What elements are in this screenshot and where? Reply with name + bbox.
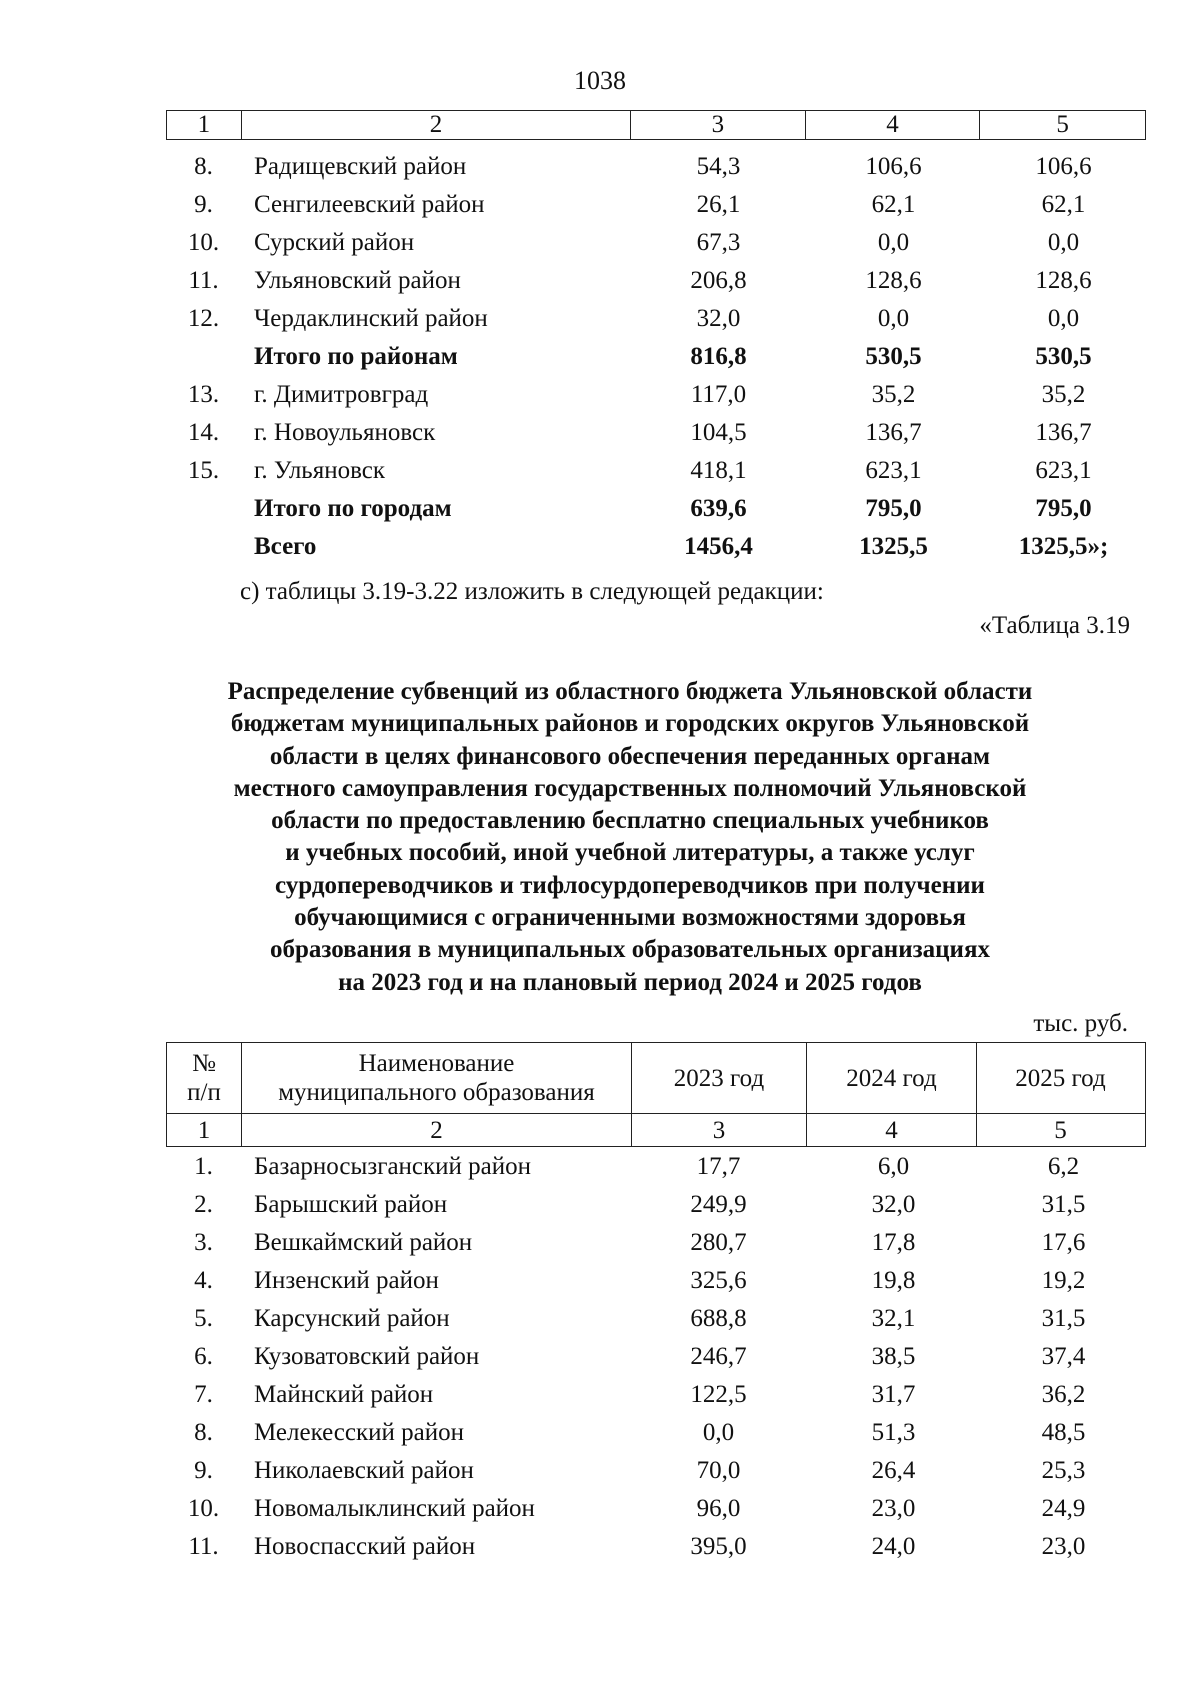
title-line: области в целях финансового обеспечения переданных органам [269,742,991,770]
value-2024: 6,0 [877,1153,910,1180]
table-row [166,1186,1146,1224]
value-2024: 51,3 [871,1419,916,1446]
value-2025: 136,7 [1035,419,1092,446]
row-name: Карсунский район [254,1305,450,1332]
header-col-4: 4 [807,1114,977,1146]
header-col-3: 3 [631,111,806,139]
table-row [166,1148,1146,1186]
value-2023: 816,8 [690,343,747,370]
value-2023: 1456,4 [684,533,753,560]
value-2023: 249,9 [690,1191,747,1218]
table-row [166,262,1146,300]
row-name: Сенгилеевский район [254,191,485,218]
header-name-line2: муниципального образования [278,1079,595,1106]
table-row [166,490,1146,528]
table-row [166,528,1146,566]
value-2023: 688,8 [690,1305,747,1332]
value-2025: 128,6 [1035,267,1092,294]
row-name: Чердаклинский район [254,305,488,332]
row-number: 9. [194,191,213,218]
table-row [166,1452,1146,1490]
row-number: 6. [194,1343,213,1370]
value-2024: 32,0 [871,1191,916,1218]
value-2023: 206,8 [690,267,747,294]
value-2024: 795,0 [865,495,922,522]
value-2023: 17,7 [696,1153,741,1180]
value-2025: 6,2 [1047,1153,1080,1180]
value-2025: 31,5 [1041,1191,1086,1218]
value-2024: 106,6 [865,153,922,180]
value-2024: 38,5 [871,1343,916,1370]
top-table-header [166,110,1146,140]
value-2025: 48,5 [1041,1419,1086,1446]
value-2024: 23,0 [871,1495,916,1522]
header-col-1: 1 [167,1114,242,1146]
row-name: Всего [254,533,317,560]
value-2024: 19,8 [871,1267,916,1294]
table-row [166,1338,1146,1376]
value-2024: 62,1 [871,191,916,218]
value-2024: 136,7 [865,419,922,446]
header-col-5: 5 [1056,111,1069,138]
title-line: сурдопереводчиков и тифлосурдопереводчиков при получении [275,871,985,899]
header-col-3: 3 [632,1114,807,1146]
header-col-2: 2 [242,111,631,139]
value-2025: 25,3 [1041,1457,1086,1484]
bottom-table-header [166,1042,1146,1147]
row-number: 12. [187,305,220,332]
row-name: Николаевский район [254,1457,474,1484]
value-2024: 17,8 [871,1229,916,1256]
header-name-line1: Наименование [358,1050,515,1077]
title-line: и учебных пособий, иной учебной литературы, а также услуг [285,839,975,867]
row-name: Барышский район [254,1191,448,1218]
row-name: Радищевский район [254,153,467,180]
table-row [166,1262,1146,1300]
header-num [167,1043,242,1113]
value-2024: 0,0 [877,305,910,332]
table-row [166,224,1146,262]
table-row [166,1300,1146,1338]
value-2023: 26,1 [696,191,741,218]
table-row [166,300,1146,338]
value-2023: 418,1 [690,457,747,484]
value-2024: 26,4 [871,1457,916,1484]
table-row [166,1528,1146,1566]
value-2023: 395,0 [690,1533,747,1560]
table-row [166,376,1146,414]
row-number: 5. [194,1305,213,1332]
value-2024: 35,2 [871,381,916,408]
header-name [242,1043,632,1113]
row-name: г. Ульяновск [254,457,385,484]
top-table-body [166,148,1146,566]
header-col-5: 5 [1054,1116,1067,1144]
row-number: 4. [194,1267,213,1294]
value-2025: 19,2 [1041,1267,1086,1294]
page-number: 1038 [574,66,626,95]
value-2025: 31,5 [1041,1305,1086,1332]
row-name: Сурский район [254,229,415,256]
value-2023: 32,0 [696,305,741,332]
row-number: 3. [194,1229,213,1256]
row-name: Майнский район [254,1381,434,1408]
value-2025: 36,2 [1041,1381,1086,1408]
value-2023: 280,7 [690,1229,747,1256]
row-number: 8. [194,153,213,180]
title-line: области по предоставлению бесплатно специальных учебников [271,807,989,835]
table-row [166,414,1146,452]
title-line: обучающимися с ограниченными возможностями здоровья [294,904,966,932]
title-line: образования в муниципальных образовательных организациях [270,936,990,964]
value-2025: 35,2 [1041,381,1086,408]
table-row [166,338,1146,376]
row-name: Вешкаймский район [254,1229,473,1256]
title-line: местного самоуправления государственных полномочий Ульяновской [233,774,1027,802]
row-number: 9. [194,1457,213,1484]
value-2025: 623,1 [1035,457,1092,484]
value-2024: 24,0 [871,1533,916,1560]
value-2025: 23,0 [1041,1533,1086,1560]
value-2023: 122,5 [690,1381,747,1408]
unit-label: тыс. руб. [1033,1010,1128,1037]
title-line: бюджетам муниципальных районов и городских округов Ульяновской [230,710,1030,738]
value-2023: 117,0 [690,381,747,408]
row-number: 2. [194,1191,213,1218]
value-2025: 17,6 [1041,1229,1086,1256]
table-row [166,1376,1146,1414]
bottom-table-body [166,1148,1146,1566]
value-2024: 31,7 [871,1381,916,1408]
header-2024: 2024 год [807,1043,977,1113]
amendment-paragraph: с) таблицы 3.19-3.22 изложить в следующей редакции: [240,578,824,605]
table-title [150,676,1110,999]
row-number: 11. [188,267,219,294]
value-2023: 325,6 [690,1267,747,1294]
value-2025: 106,6 [1035,153,1092,180]
row-number: 11. [188,1533,219,1560]
title-line: на 2023 год и на плановый период 2024 и 2025 годов [338,968,922,996]
row-name: Ульяновский район [254,267,461,294]
row-name: г. Димитровград [254,381,429,408]
row-number: 10. [187,1495,220,1522]
value-2023: 246,7 [690,1343,747,1370]
value-2025: 530,5 [1035,343,1092,370]
row-number: 14. [187,419,220,446]
value-2025: 24,9 [1041,1495,1086,1522]
title-line: Распределение субвенций из областного бюджета Ульяновской области [227,678,1033,705]
row-name: Кузоватовский район [254,1343,480,1370]
value-2024: 0,0 [877,229,910,256]
header-col-2: 2 [242,1114,632,1146]
header-num-line1: № [192,1050,216,1077]
value-2023: 67,3 [696,229,741,256]
table-row [166,1490,1146,1528]
row-number: 1. [194,1153,213,1180]
table-label: «Таблица 3.19 [979,612,1130,639]
row-number: 15. [187,457,220,484]
table-row [166,452,1146,490]
row-name: Итого по районам [254,343,458,370]
header-col-1: 1 [167,111,242,139]
value-2025: 0,0 [1047,229,1080,256]
row-name: г. Новоульяновск [254,419,436,446]
value-2024: 623,1 [865,457,922,484]
value-2024: 32,1 [871,1305,916,1332]
value-2025: 0,0 [1047,305,1080,332]
row-number: 13. [187,381,220,408]
header-2023: 2023 год [632,1043,807,1113]
value-2025: 37,4 [1041,1343,1086,1370]
header-2025: 2025 год [1015,1064,1106,1092]
row-name: Базарносызганский район [254,1153,532,1180]
table-row [166,186,1146,224]
value-2024: 1325,5 [859,533,928,560]
header-num-line2: п/п [187,1079,221,1106]
row-number: 10. [187,229,220,256]
value-2025: 795,0 [1035,495,1092,522]
row-number: 7. [194,1381,213,1408]
row-name: Мелекесский район [254,1419,465,1446]
table-row [166,1224,1146,1262]
value-2023: 104,5 [690,419,747,446]
row-name: Новомалыклинский район [254,1495,535,1522]
value-2023: 639,6 [690,495,747,522]
table-row [166,148,1146,186]
header-col-4: 4 [806,111,981,139]
row-name: Новоспасский район [254,1533,476,1560]
value-2023: 70,0 [696,1457,741,1484]
value-2025: 1325,5»; [1018,533,1109,560]
row-number: 8. [194,1419,213,1446]
value-2024: 128,6 [865,267,922,294]
row-name: Инзенский район [254,1267,439,1294]
value-2023: 0,0 [702,1419,735,1446]
row-name: Итого по городам [254,495,452,522]
value-2025: 62,1 [1041,191,1086,218]
table-row [166,1414,1146,1452]
value-2024: 530,5 [865,343,922,370]
value-2023: 54,3 [696,153,741,180]
value-2023: 96,0 [696,1495,741,1522]
